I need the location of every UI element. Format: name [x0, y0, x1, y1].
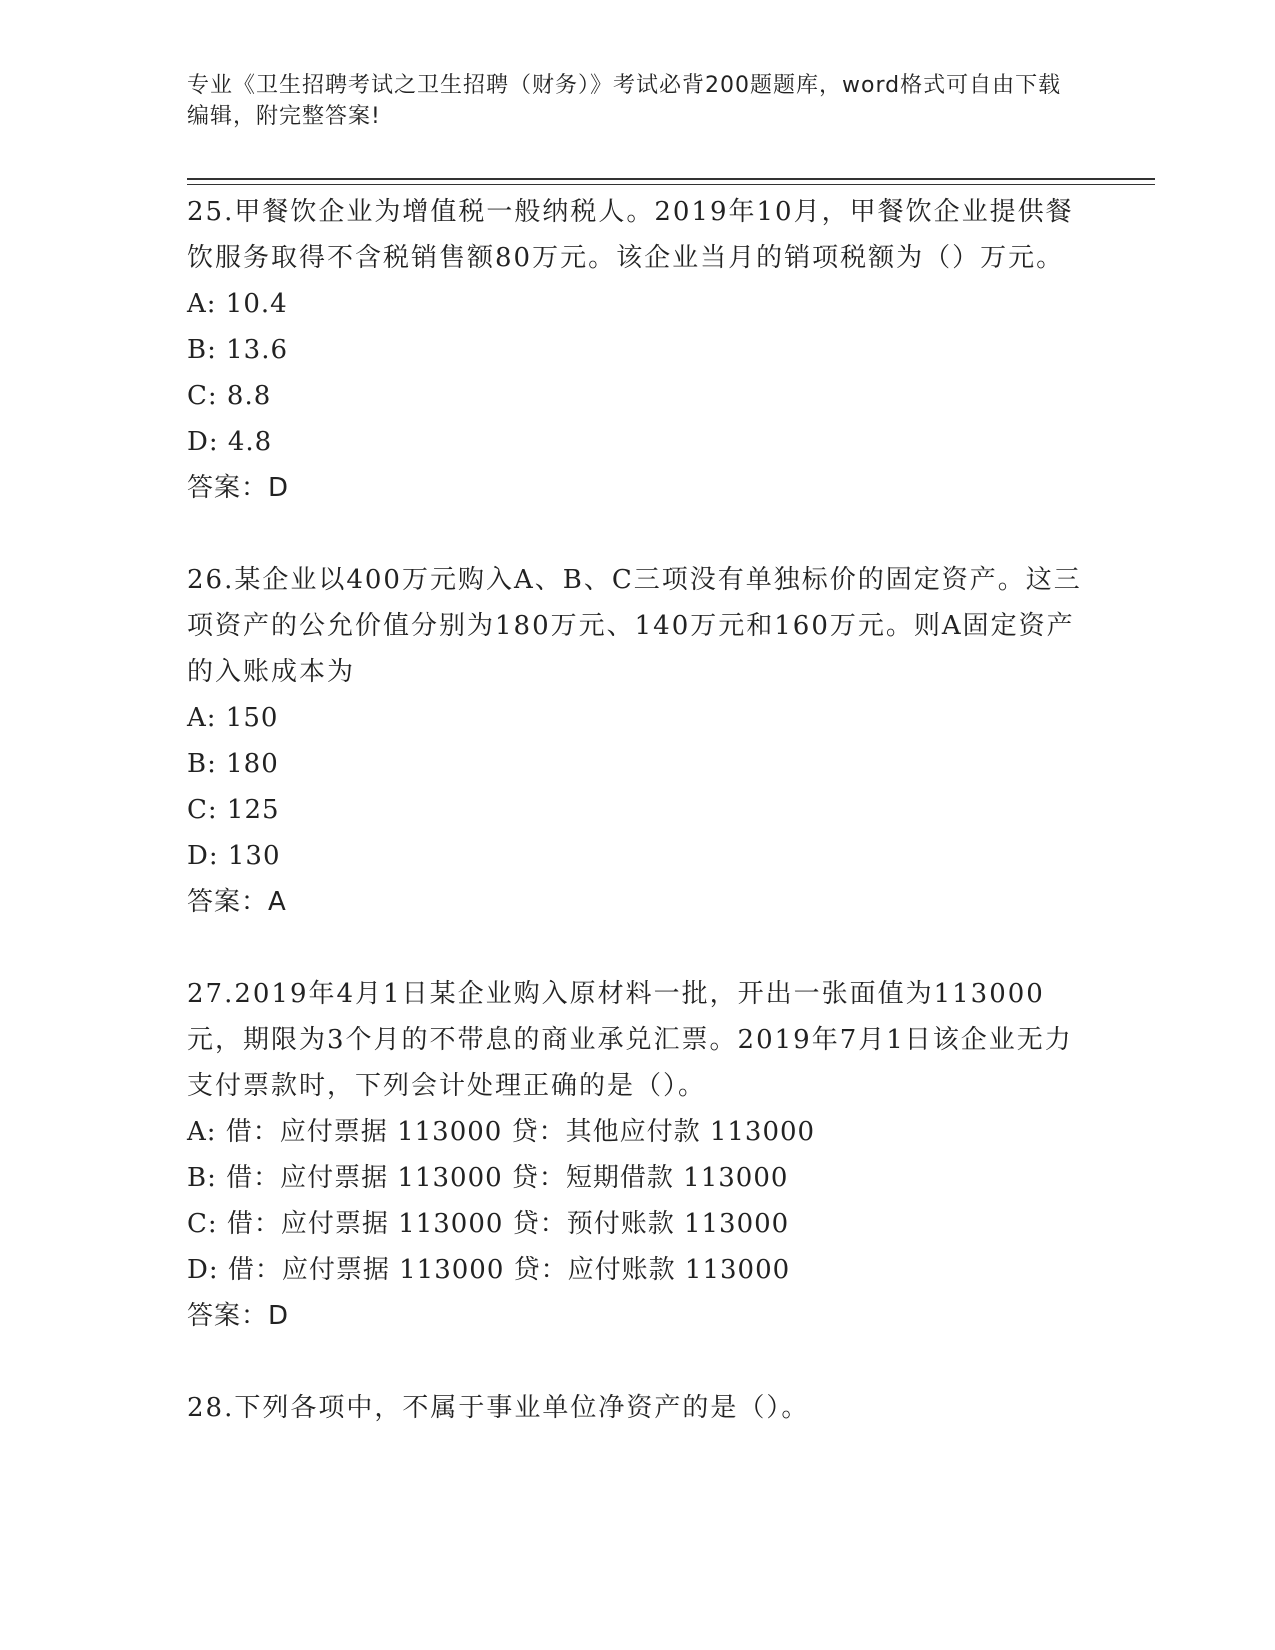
option-a: A: 10.4: [187, 289, 288, 319]
question-stem: 28.下列各项中，不属于事业单位净资产的是（）。: [187, 1393, 810, 1423]
document-header: 专业《卫生招聘考试之卫生招聘（财务）》考试必背200题题库，word格式可自由下载编辑，附完整答案!: [187, 73, 1062, 129]
header-divider-thin: [187, 184, 1155, 185]
header-divider-thick: [187, 178, 1155, 180]
option-b: B: 13.6: [187, 335, 289, 365]
option-c: C: 125: [187, 795, 280, 825]
option-b: B: 借：应付票据 113000 贷：短期借款 113000: [187, 1163, 789, 1193]
option-d: D: 4.8: [187, 427, 273, 457]
answer-line: 答案：D: [187, 473, 290, 503]
question-spacer: [187, 1339, 1087, 1385]
question-stem: 26.某企业以400万元购入A、B、C三项没有单独标价的固定资产。这三项资产的公允价值分别为180万元、140万元和160万元。则A固定资产的入账成本为: [187, 565, 1082, 687]
answer-line: 答案：D: [187, 1301, 290, 1331]
question-stem: 27.2019年4月1日某企业购入原材料一批，开出一张面值为113000元，期限为3个月的不带息的商业承兑汇票。2019年7月1日该企业无力支付票款时，下列会计处理正确的是（）。: [187, 979, 1073, 1101]
question-spacer: [187, 511, 1087, 557]
option-c: C: 8.8: [187, 381, 272, 411]
option-d: D: 130: [187, 841, 281, 871]
option-b: B: 180: [187, 749, 279, 779]
option-a: A: 150: [187, 703, 279, 733]
option-d: D: 借：应付票据 113000 贷：应付账款 113000: [187, 1255, 791, 1285]
question-list: [187, 189, 1087, 1431]
option-c: C: 借：应付票据 113000 贷：预付账款 113000: [187, 1209, 790, 1239]
question-26: [187, 557, 1087, 925]
question-stem: 25.甲餐饮企业为增值税一般纳税人。2019年10月，甲餐饮企业提供餐饮服务取得不含税销售额80万元。该企业当月的销项税额为（）万元。: [187, 197, 1074, 273]
question-28: [187, 1385, 1087, 1431]
option-a: A: 借：应付票据 113000 贷：其他应付款 113000: [187, 1117, 816, 1147]
answer-line: 答案：A: [187, 887, 287, 917]
question-spacer: [187, 925, 1087, 971]
question-25: [187, 189, 1087, 511]
question-27: [187, 971, 1087, 1339]
